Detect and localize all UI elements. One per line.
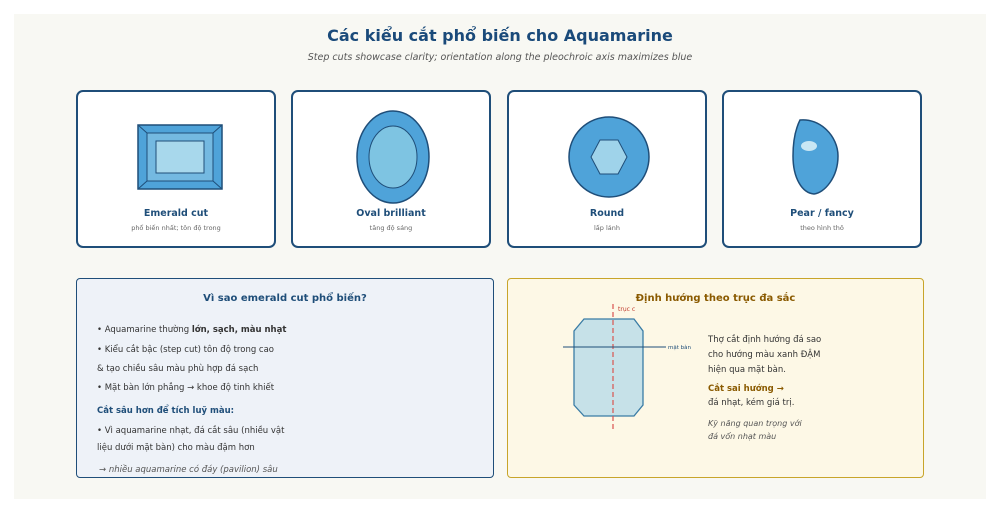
cut-description: tăng độ sáng — [369, 224, 413, 232]
page-title: Các kiểu cắt phổ biến cho Aquamarine — [327, 26, 673, 45]
page-subtitle: Step cuts showcase clarity; orientation along the pleochroic axis maximizes blue — [307, 52, 693, 63]
c-axis-label: trục c — [618, 306, 636, 313]
reason-line-3: & tạo chiều sâu màu phù hợp đá sạch — [97, 364, 259, 374]
orientation-text-1: Thợ cắt định hướng đá sao — [708, 335, 822, 345]
cut-name: Emerald cut — [143, 208, 209, 219]
why-emerald-panel — [76, 278, 494, 478]
aquamarine-crystal — [574, 319, 643, 416]
cut-card-oval — [291, 90, 491, 248]
cut-card-round — [507, 90, 707, 248]
reason-line-1-text: • Aquamarine thường — [97, 325, 192, 335]
orientation-text-3: hiện qua mặt bàn. — [708, 365, 786, 375]
cut-name: Round — [589, 208, 625, 219]
depth-subheading: Cắt sâu hơn để tích luỹ màu: — [97, 406, 235, 416]
orientation-panel — [507, 278, 924, 478]
panel-heading: Định hướng theo trục đa sắc — [635, 293, 796, 304]
cut-description: phổ biến nhất; tôn độ trong — [131, 224, 221, 232]
depth-line-2: liệu dưới mặt bàn) cho màu đậm hơn — [97, 443, 255, 453]
cut-description: lấp lánh — [593, 224, 620, 232]
cut-card-pear — [722, 90, 922, 248]
reason-line-1-bold: lớn, sạch, màu nhạt — [191, 325, 287, 335]
wrong-orientation-text: đá nhạt, kém giá trị. — [708, 398, 795, 408]
reason-line-1 — [97, 325, 286, 335]
depth-line-1: • Vì aquamarine nhạt, đá cắt sâu (nhiều vật — [97, 426, 285, 436]
orientation-text-2: cho hướng màu xanh ĐẬM — [708, 350, 821, 360]
reason-line-4: • Mặt bàn lớn phẳng → khoe độ tinh khiết — [97, 383, 275, 393]
cut-name: Pear / fancy — [790, 208, 854, 219]
cut-description: theo hình thô — [800, 224, 844, 232]
table-label: mặt bàn — [668, 345, 691, 351]
pavilion-note: → nhiều aquamarine có đáy (pavilion) sâu — [99, 465, 278, 475]
reason-line-2: • Kiểu cắt bậc (step cut) tôn độ trong cao — [97, 345, 275, 355]
cut-name: Oval brilliant — [356, 208, 426, 219]
skill-note-2: đá vốn nhạt màu — [708, 432, 777, 441]
panel-heading: Vì sao emerald cut phổ biến? — [203, 293, 367, 304]
skill-note-1: Kỹ năng quan trọng với — [708, 419, 802, 428]
cut-card-emerald — [76, 90, 276, 248]
wrong-orientation-label: Cắt sai hướng → — [708, 384, 784, 394]
